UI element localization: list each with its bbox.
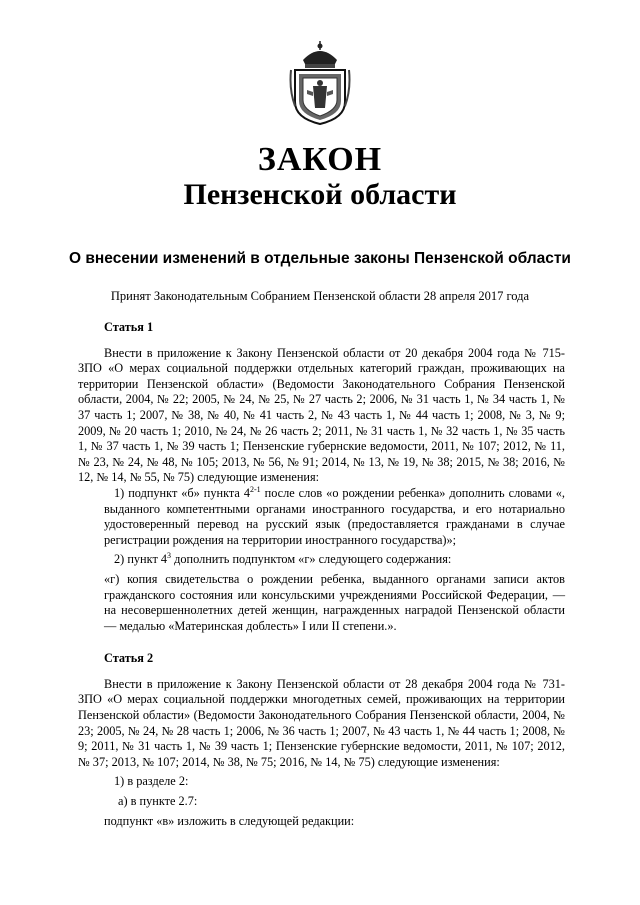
article-2-item-1a-text: подпункт «в» изложить в следующей редакции: bbox=[104, 813, 355, 828]
law-region: Пензенской области bbox=[183, 178, 457, 211]
article-1-item-1 bbox=[78, 486, 565, 548]
article-2-item-1a: а) в пункте 2.7: bbox=[118, 794, 198, 809]
law-body bbox=[78, 320, 565, 829]
article-1-item-2-sup: 3 bbox=[167, 551, 172, 561]
article-1-heading: Статья 1 bbox=[104, 320, 154, 334]
law-subject: О внесении изменений в отдельные законы Пензенской области bbox=[69, 250, 571, 267]
article-1-item-2-post: дополнить подпунктом «г» следующего содержания: bbox=[171, 552, 452, 567]
article-1-item-1-post: после слов «о рождении ребенка» дополнить словами «, выданного компетентными органами иностранного государства, и его нотариально удостоверенный перевод на русский язык (предоставляется гражданами в случае регистрации рождения на территории иностранного государства)»; bbox=[104, 485, 565, 547]
adoption-note: Принят Законодательным Собранием Пензенской области 28 апреля 2017 года bbox=[110, 289, 530, 303]
article-1-intro: Внести в приложение к Закону Пензенской области от 20 декабря 2004 года № 715-ЗПО «О мерах социальной поддержки отдельных категорий граждан, проживающих на территории Пензенской области» (Ведомости Законодательного Собрания Пензенской области, 2004, № 22; 2005, № 24, № 25, № 27 часть 2; 2006, № 31 часть 1, № 34 часть 1, № 37 часть 1; 2007, № 38, № 40, № 41 часть 2, № 43 часть 1, № 44 часть 1; 2008, № 3, № 9; 2009, № 20 часть 1; 2010, № 24, № 26 часть 2; 2011, № 31 часть 1, № 32 часть 1, № 35 часть 1, № 37 часть 1, № 39 часть 1; Пензенские губернские ведомости, 2011, № 107; 2012, № 11, № 23, № 24, № 48, № 105; 2013, № 56, № 91; 2014, № 13, № 19, № 38; 2015, № 38; 2016, № 12, № 14, № 55, № 75) следующие изменения: bbox=[78, 345, 565, 485]
article-2-heading: Статья 2 bbox=[104, 651, 154, 666]
article-1-item-1-pre: 1) подпункт «б» пункта 4 bbox=[114, 485, 250, 500]
law-title: ЗАКОН bbox=[257, 141, 383, 178]
article-1-quote: «г) копия свидетельства о рождении ребенка, выданного органами записи актов гражданского состояния или консульскими учреждениями Российской Федерации, — на несовершеннолетних детей женщин, награжденных наградой Пензенской области — медалью «Материнская доблесть» I или II степени.». bbox=[104, 571, 565, 633]
article-1-item-2 bbox=[78, 552, 565, 568]
article-2-item-1: 1) в разделе 2: bbox=[114, 774, 189, 789]
coat-of-arms-icon bbox=[289, 40, 351, 126]
article-2-intro: Внести в приложение к Закону Пензенской области от 28 декабря 2004 года № 731-ЗПО «О мерах социальной поддержки многодетных семей, проживающих на территории Пензенской области» (Ведомости Законодательного Собрания Пензенской области, 2004, № 23; 2005, № 24, № 28 часть 1; 2006, № 36 часть 1; 2007, № 43 часть 1, № 44 часть 1; 2008, № 9; 2011, № 31 часть 1, № 39 часть 1; Пензенские губернские ведомости, 2011, № 107; 2012, № 37; 2013, № 107; 2014, № 38, № 75; 2016, № 14, № 75) следующие изменения: bbox=[78, 676, 565, 769]
article-1-item-2-pre: 2) пункт 4 bbox=[114, 552, 168, 567]
article-1-item-1-sup: 2-1 bbox=[250, 484, 261, 494]
